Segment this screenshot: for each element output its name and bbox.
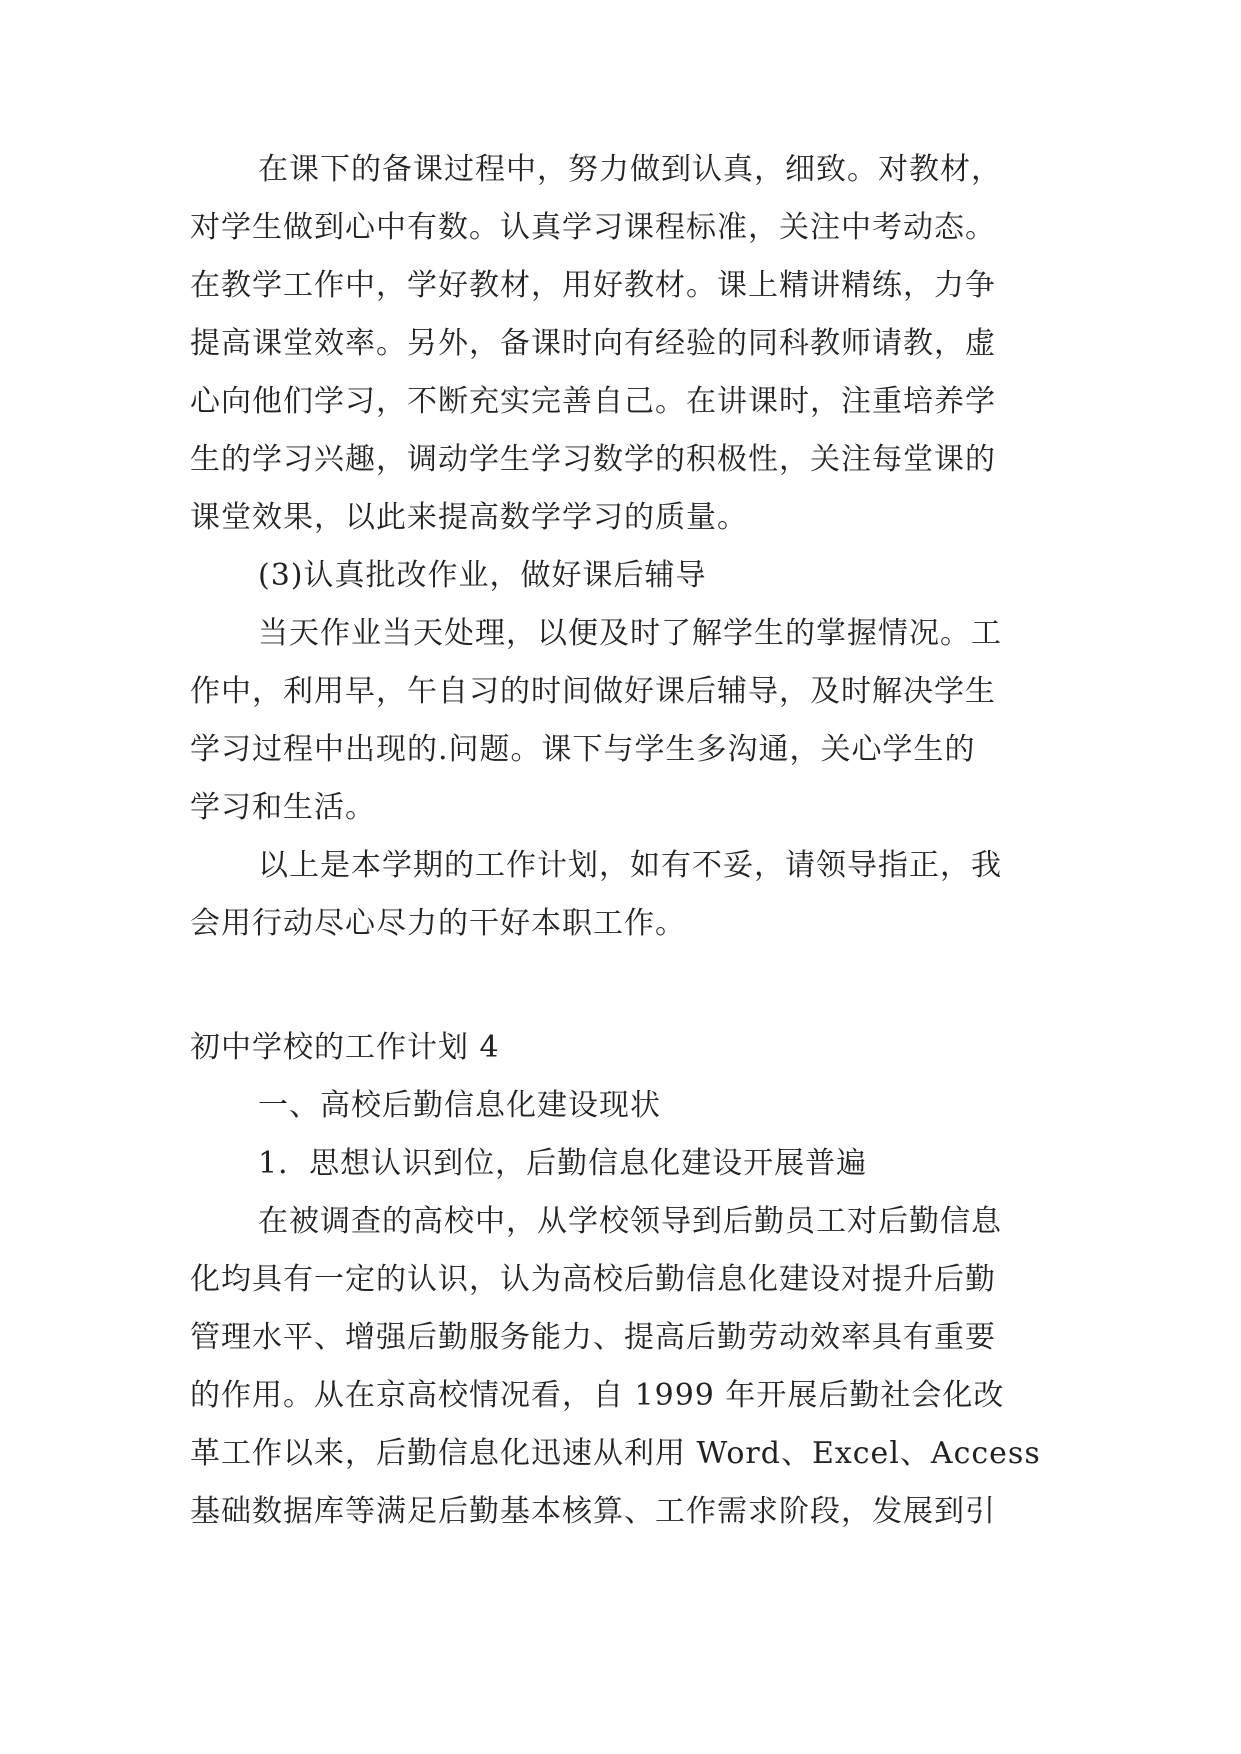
- paragraph-line: 在被调查的高校中，从学校领导到后勤员工对后勤信息: [258, 1204, 1002, 1239]
- paragraph-line: 当天作业当天处理，以便及时了解学生的掌握情况。工: [258, 616, 1002, 651]
- paragraph-line: 在教学工作中，学好教材，用好教材。课上精讲精练，力争: [190, 268, 996, 303]
- paragraph-line: 提高课堂效率。另外，备课时向有经验的同科教师请教，虚: [190, 326, 996, 361]
- paragraph-line: 课堂效果，以此来提高数学学习的质量。: [190, 500, 748, 535]
- subsection-heading: 1．思想认识到位，后勤信息化建设开展普遍: [258, 1146, 868, 1181]
- paragraph-line: 的作用。从在京高校情况看，自 1999 年开展后勤社会化改: [190, 1378, 1005, 1413]
- paragraph-line: 心向他们学习，不断充实完善自己。在讲课时，注重培养学: [190, 384, 996, 419]
- paragraph-line: 管理水平、增强后勤服务能力、提高后勤劳动效率具有重要: [190, 1320, 996, 1355]
- paragraph-line: 革工作以来，后勤信息化迅速从利用 Word、Excel、Access: [190, 1436, 1041, 1471]
- paragraph-line: 会用行动尽心尽力的干好本职工作。: [190, 906, 686, 941]
- section-heading: (3)认真批改作业，做好课后辅导: [258, 558, 707, 593]
- document-title: 初中学校的工作计划 4: [190, 1030, 500, 1065]
- section-heading: 一、高校后勤信息化建设现状: [258, 1088, 661, 1123]
- paragraph-line: 生的学习兴趣，调动学生学习数学的积极性，关注每堂课的: [190, 442, 996, 477]
- paragraph-line: 基础数据库等满足后勤基本核算、工作需求阶段，发展到引: [190, 1494, 996, 1529]
- paragraph-line: 在课下的备课过程中，努力做到认真，细致。对教材，: [258, 152, 1002, 187]
- paragraph-line: 化均具有一定的认识，认为高校后勤信息化建设对提升后勤: [190, 1262, 996, 1297]
- paragraph-line: 对学生做到心中有数。认真学习课程标准，关注中考动态。: [190, 210, 996, 245]
- paragraph-line: 学习过程中出现的.问题。课下与学生多沟通，关心学生的: [190, 732, 976, 767]
- paragraph-line: 作中，利用早，午自习的时间做好课后辅导，及时解决学生: [190, 674, 996, 709]
- paragraph-line: 以上是本学期的工作计划，如有不妥，请领导指正，我: [258, 848, 1002, 883]
- paragraph-line: 学习和生活。: [190, 790, 376, 825]
